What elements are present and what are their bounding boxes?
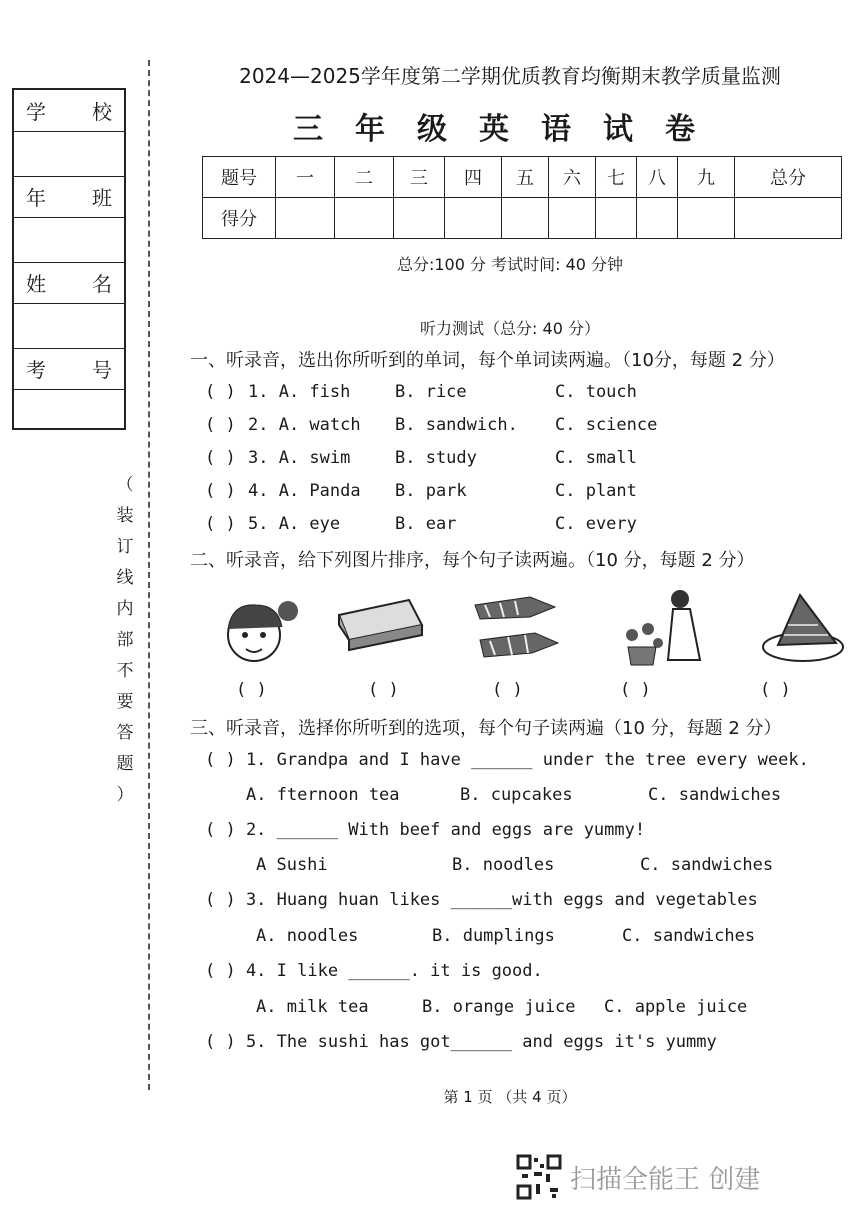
score-cell[interactable]	[596, 198, 637, 239]
binding-line-note: （ 装 订 线 内 部 不 要 答 题 ）	[116, 475, 134, 805]
class-label: 年 班	[14, 176, 124, 218]
exam-title-line2: 三年级英语试卷	[293, 112, 727, 147]
option-b: B. orange juice	[422, 997, 576, 1017]
score-cell[interactable]	[678, 198, 735, 239]
section3-question: ( ) 1. Grandpa and I have ______ under the tree every week.	[205, 750, 809, 770]
woman-flowers-picture	[618, 585, 708, 670]
option-b: B. dumplings	[432, 926, 555, 946]
tigers-picture	[470, 585, 560, 670]
exam-number-label: 考 号	[14, 348, 124, 390]
school-label: 学 校	[14, 90, 124, 132]
school-field[interactable]	[14, 132, 124, 177]
score-cell[interactable]	[394, 198, 445, 239]
score-cell[interactable]	[502, 198, 549, 239]
student-info-box	[12, 88, 126, 430]
section3-heading: 三、听录音，选择你所听到的选项，每个句子读两遍（10 分，每题 2 分）	[190, 718, 782, 739]
score-cell[interactable]	[445, 198, 502, 239]
score-cell[interactable]	[637, 198, 678, 239]
section3-question: ( ) 5. The sushi has got______ and eggs it's yummy	[205, 1032, 717, 1052]
score-table-row-label: 题号	[203, 157, 276, 198]
score-table-row-label: 得分	[203, 198, 276, 239]
picture-answer-paren[interactable]: ( )	[492, 680, 523, 700]
option-a: A. noodles	[256, 926, 359, 946]
option-b: B. noodles	[452, 855, 555, 875]
total-score-cell[interactable]	[735, 198, 842, 239]
qr-code-icon	[516, 1154, 562, 1200]
food-picture	[758, 585, 848, 670]
option-c: C. sandwiches	[622, 926, 756, 946]
section1-heading: 一、听录音，选出你所听到的单词，每个单词读两遍。（10分，每题 2 分）	[190, 350, 785, 371]
score-cell[interactable]	[335, 198, 394, 239]
name-label: 姓 名	[14, 262, 124, 304]
option-c: C. apple juice	[604, 997, 748, 1017]
picture-answer-paren[interactable]: ( )	[760, 680, 791, 700]
listening-title: 听力测试（总分: 40 分）	[420, 319, 600, 338]
option-c: C. sandwiches	[648, 785, 782, 805]
binding-dashed-line	[148, 60, 150, 1090]
scanner-watermark	[516, 1154, 760, 1200]
score-cell[interactable]	[549, 198, 596, 239]
section3-question: ( ) 2. ______ With beef and eggs are yummy!	[205, 820, 646, 840]
exam-meta: 总分:100 分 考试时间: 40 分钟	[396, 255, 624, 274]
girl-face-picture	[212, 585, 302, 670]
page-number: 第 1 页 （共 4 页）	[443, 1088, 577, 1106]
option-a: A. milk tea	[256, 997, 369, 1017]
score-table: 题号 一 二 三 四 五 六 七 八 九 总分 得分	[202, 156, 842, 239]
option-a: A Sushi	[256, 855, 328, 875]
picture-answer-paren[interactable]: ( )	[368, 680, 399, 700]
score-cell[interactable]	[276, 198, 335, 239]
total-label: 总分	[735, 157, 842, 198]
picture-answer-paren[interactable]: ( )	[620, 680, 651, 700]
class-field[interactable]	[14, 218, 124, 263]
option-a: A. fternoon tea	[246, 785, 400, 805]
exam-title-line1: 2024—2025学年度第二学期优质教育均衡期末教学质量监测	[239, 64, 781, 88]
scanner-watermark-text: 扫描全能王 创建	[570, 1164, 761, 1195]
name-field[interactable]	[14, 304, 124, 349]
option-c: C. sandwiches	[640, 855, 774, 875]
option-b: B. cupcakes	[460, 785, 573, 805]
section3-question: ( ) 4. I like ______. it is good.	[205, 961, 543, 981]
picture-answer-paren[interactable]: ( )	[236, 680, 267, 700]
section3-question: ( ) 3. Huang huan likes ______with eggs and vegetables	[205, 890, 758, 910]
section2-heading: 二、听录音，给下列图片排序，每个句子读两遍。（10 分，每题 2 分）	[190, 550, 755, 571]
exam-number-field[interactable]	[14, 390, 124, 434]
sandwich-picture	[334, 585, 424, 670]
